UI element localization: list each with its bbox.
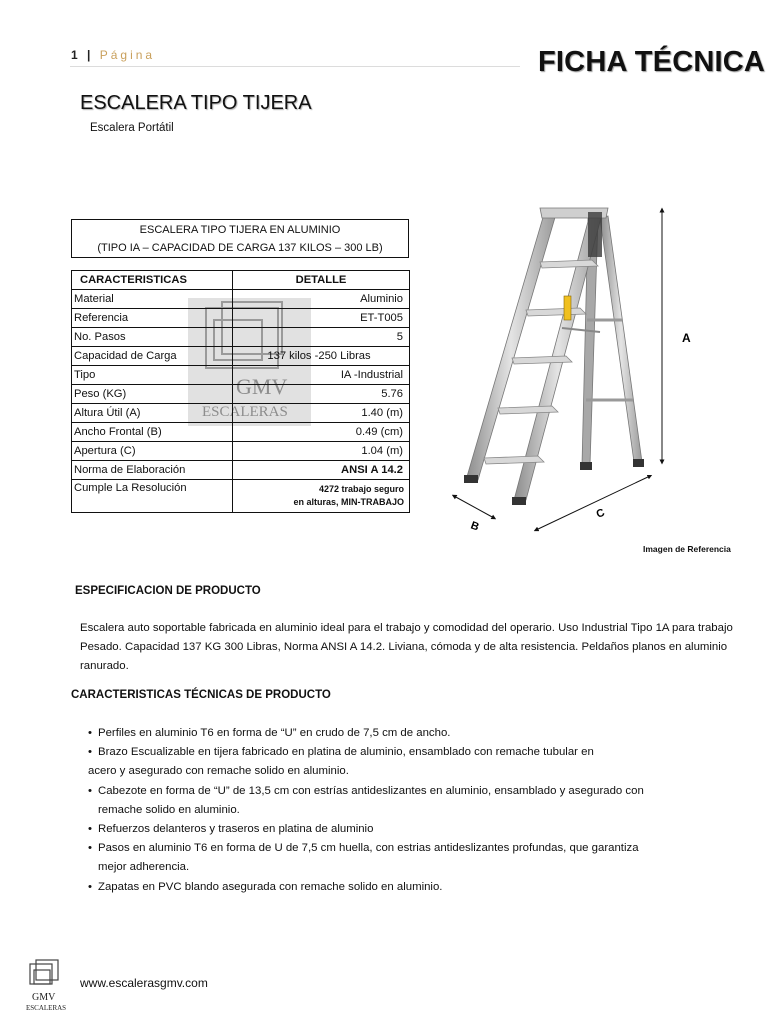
row-label: Tipo [72,366,233,385]
bullet-dot-icon: • [88,842,92,855]
table-row [72,461,410,480]
list-item: • Refuerzos delanteros y traseros en platina de aluminio [88,820,728,839]
section-heading-tech: CARACTERISTICAS TÉCNICAS DE PRODUCTO [71,689,331,701]
document-title: FICHA TÉCNICA [538,46,766,78]
row-value: IA -Industrial [233,366,410,385]
watermark-text-1: GMV [236,374,288,399]
product-subtitle: Escalera Portátil [90,122,174,134]
row-label: Material [72,290,233,309]
row-value: 1.04 (m) [233,442,410,461]
table-row [72,385,410,404]
row-value-line1: 4272 trabajo seguro [318,484,404,494]
product-title: ESCALERA TIPO TIJERA [80,92,312,114]
gmv-logo-icon [26,958,66,1014]
logo-text-1: GMV [32,992,56,1003]
header-rule [70,66,520,67]
row-value: 0.49 (cm) [233,423,410,442]
bullet-dot-icon: • [88,880,92,893]
table-row [72,480,410,513]
list-item: • Perfiles en aluminio T6 en forma de “U” en crudo de 7,5 cm de ancho. [88,724,728,743]
row-value: 5 [233,328,410,347]
bullet-dot-icon: • [88,823,92,836]
row-label: Cumple La Resolución [72,480,233,513]
table-row [72,404,410,423]
list-item: • Cabezote en forma de “U” de 13,5 cm con estrías antideslizantes en aluminio, ensamblado y asegurado con remache solido en aluminio. [88,782,728,820]
ladder-illustration [440,200,730,540]
row-value-line2: en alturas, MIN-TRABAJO [293,497,404,507]
table-row [72,423,410,442]
row-label: No. Pasos [72,328,233,347]
table-row [72,366,410,385]
website-link[interactable]: www.escalerasgmv.com [80,976,208,990]
watermark-text-2: ESCALERAS [202,404,288,420]
page-number-value: 1 [71,48,81,62]
table-row [72,328,410,347]
bullet-dot-icon: • [88,727,92,739]
product-description: Escalera auto soportable fabricada en aluminio ideal para el trabajo y comodidad del operario. Uso Industrial Tipo 1A para trabajo Pesado. Capacidad 137 KG 300 Libras, Norma ANSI A 14.2. Liviana, cómoda y de alta resistencia. Peldaños planos en aluminio ranurado. [80,622,733,672]
spec-title-line2: (TIPO IA – CAPACIDAD DE CARGA 137 KILOS – 300 LB) [97,242,383,254]
table-row [72,309,410,328]
row-label: Referencia [72,309,233,328]
figure-caption: Imagen de Referencia [643,544,731,554]
spec-table [71,270,410,513]
row-value: ET-T005 [233,309,410,328]
dimension-b-label: B [468,519,481,534]
table-header-characteristics: CARACTERISTICAS [72,271,233,290]
section-heading-spec: ESPECIFICACION DE PRODUCTO [75,585,261,597]
page-number [71,48,155,62]
spec-title-box [71,219,409,258]
row-label: Norma de Elaboración [72,461,233,480]
row-value: 137 kilos -250 Libras [233,347,410,366]
logo-text-2: ESCALERAS [26,1004,66,1012]
bullet-dot-icon: • [88,746,92,759]
table-row [72,347,410,366]
row-label: Peso (KG) [72,385,233,404]
table-row [72,442,410,461]
dimension-b-arrow [454,496,494,518]
row-value [233,480,410,513]
table-header-detail: DETALLE [233,271,410,290]
row-value: ANSI A 14.2 [233,461,410,480]
row-label: Apertura (C) [72,442,233,461]
row-value: Aluminio [233,290,410,309]
table-row [72,290,410,309]
warning-label-icon [564,296,571,320]
dimension-a-label: A [682,331,691,345]
row-label: Ancho Frontal (B) [72,423,233,442]
list-item: • Zapatas en PVC blando asegurada con remache solido en aluminio. [88,878,728,897]
spec-title-line1: ESCALERA TIPO TIJERA EN ALUMINIO [139,224,341,236]
row-label: Altura Útil (A) [72,404,233,423]
row-value: 5.76 [233,385,410,404]
row-value: 1.40 (m) [233,404,410,423]
page-word: Página [99,48,156,62]
table-header-row [72,271,410,290]
list-item: • Brazo Escualizable en tijera fabricado en platina de aluminio, ensamblado con remache tubular en acero y asegurado con remache solido en aluminio. [88,743,728,781]
tech-bullet-list [88,724,728,897]
row-label: Capacidad de Carga [72,347,233,366]
page-separator: | [87,48,94,62]
bullet-dot-icon: • [88,784,92,797]
list-item: • Pasos en aluminio T6 en forma de U de 7,5 cm huella, con estrias antideslizantes profundas, que garantiza mejor adherencia. [88,839,728,877]
dimension-c-arrow [536,476,650,530]
dimension-c-label: C [594,506,607,521]
